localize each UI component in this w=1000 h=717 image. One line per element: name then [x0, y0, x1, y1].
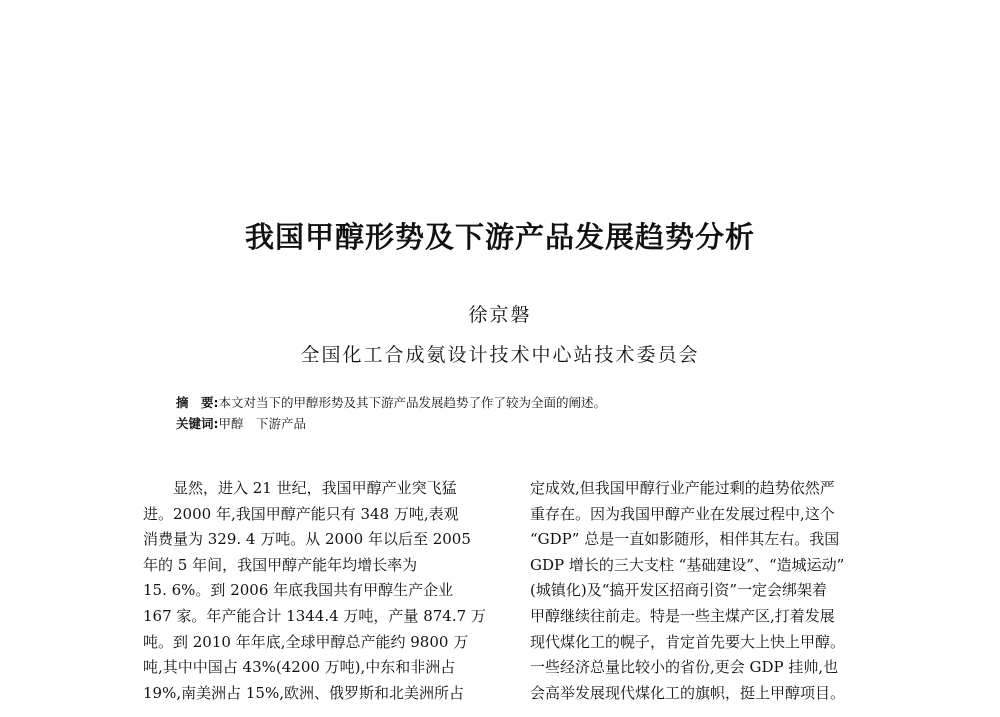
body-line: GDP 增长的三大支柱 “基础建设”、“造城运动”	[530, 555, 845, 574]
body-line: 消费量为 329. 4 万吨。从 2000 年以后至 2005	[143, 530, 471, 549]
abstract-line	[176, 392, 606, 413]
body-line: 重存在。因为我国甲醇产业在发展过程中,这个	[530, 504, 835, 523]
paper-title: 我国甲醇形势及下游产品发展趋势分析	[244, 220, 755, 254]
body-line: 一些经济总量比较小的省份,更会 GDP 挂帅,也	[530, 658, 839, 677]
body-line: 15. 6%。到 2006 年底我国共有甲醇生产企业	[143, 581, 454, 600]
body-line: 进。2000 年,我国甲醇产能只有 348 万吨,表观	[143, 504, 459, 523]
body-line: 167 家。年产能合计 1344.4 万吨，产量 874.7 万	[143, 606, 486, 625]
author-name: 徐京磐	[468, 304, 532, 326]
keywords-text: 甲醇 下游产品	[218, 416, 307, 431]
body-line: 19%,南美洲占 15%,欧洲、俄罗斯和北美洲所占	[143, 683, 464, 702]
keywords-line	[176, 413, 606, 434]
body-line: (城镇化)及“搞开发区招商引资”一定会绑架着	[530, 581, 828, 600]
body-line: 显然，进入 21 世纪，我国甲醇产业突飞猛	[143, 479, 457, 497]
abstract-label: 摘 要:	[176, 395, 219, 410]
body-line: 年的 5 年间，我国甲醇产能年均增长率为	[143, 555, 418, 574]
keywords-label: 关键词:	[176, 416, 219, 431]
author-affiliation: 全国化工合成氨设计技术中心站技术委员会	[300, 344, 700, 366]
abstract-text: 本文对当下的甲醇形势及其下游产品发展趋势了作了较为全面的阐述。	[218, 395, 607, 410]
body-line: 会高举发展现代煤化工的旗帜，挺上甲醇项目。	[530, 683, 846, 702]
body-line: 甲醇继续往前走。特是一些主煤产区,打着发展	[530, 606, 835, 625]
abstract-block	[176, 392, 606, 434]
body-column-left	[143, 476, 498, 706]
body-line: 定成效,但我国甲醇行业产能过剩的趋势依然严	[530, 479, 835, 497]
body-line: 现代煤化工的幌子，肯定首先要大上快上甲醇。	[530, 632, 846, 651]
body-line: “GDP” 总是一直如影随形，相伴其左右。我国	[530, 530, 840, 549]
body-column-right	[530, 476, 885, 706]
body-line: 吨,其中中国占 43%(4200 万吨),中东和非洲占	[143, 658, 456, 677]
body-line: 吨。到 2010 年年底,全球甲醇总产能约 9800 万	[143, 632, 469, 651]
